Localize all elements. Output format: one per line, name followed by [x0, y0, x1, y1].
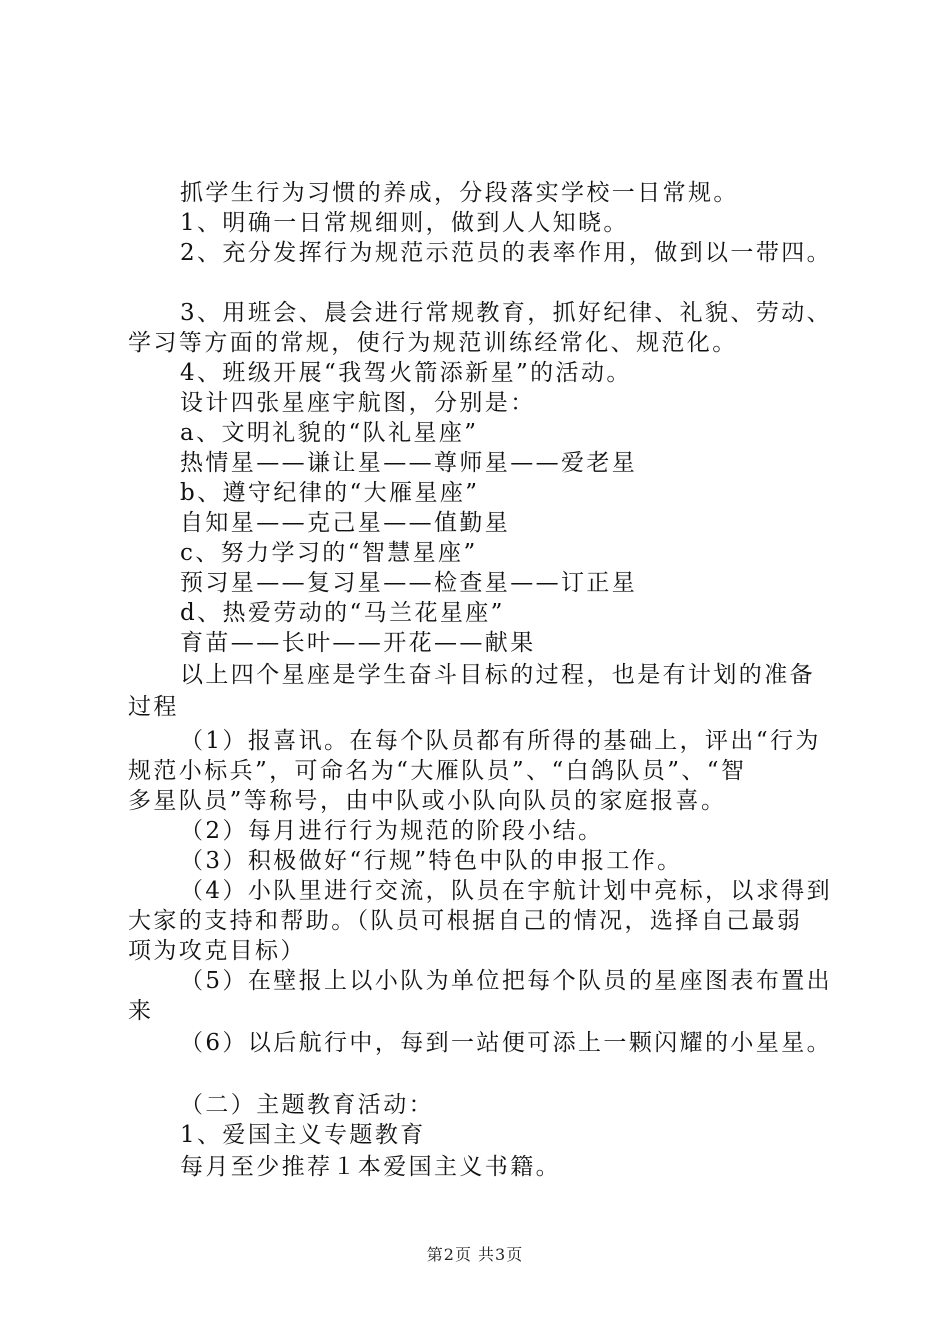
paragraph-line: d、热爱劳动的“马兰花星座” [180, 600, 505, 626]
paragraph-line: b、遵守纪律的“大雁星座” [180, 480, 480, 506]
paragraph-line: （4）小队里进行交流，队员在宇航计划中亮标，以求得到 [180, 878, 833, 904]
paragraph-line: （3）积极做好“行规”特色中队的申报工作。 [180, 848, 683, 874]
paragraph-line: 自知星——克己星——值勤星 [180, 510, 511, 536]
paragraph-line: （1）报喜讯。在每个队员都有所得的基础上，评出“行为 [180, 728, 821, 754]
paragraph-line: c、努力学习的“智慧星座” [180, 540, 478, 566]
paragraph-line: 4、班级开展“我驾火箭添新星”的活动。 [180, 360, 632, 386]
paragraph-line: a、文明礼貌的“队礼星座” [180, 420, 479, 446]
paragraph-line: 学习等方面的常规，使行为规范训练经常化、规范化。 [128, 330, 738, 356]
paragraph-line: 预习星——复习星——检查星——订正星 [180, 570, 638, 596]
paragraph-line: 过程 [128, 694, 179, 720]
paragraph-line: 育苗——长叶——开花——献果 [180, 630, 536, 656]
paragraph-line: 多星队员”等称号，由中队或小队向队员的家庭报喜。 [128, 788, 727, 814]
paragraph-line: 1、爱国主义专题教育 [180, 1122, 426, 1148]
paragraph-line: 项为攻克目标） [128, 938, 306, 964]
paragraph-line: 抓学生行为习惯的养成，分段落实学校一日常规。 [180, 180, 739, 206]
paragraph-line: 设计四张星座宇航图，分别是： [180, 390, 536, 416]
paragraph-line: （2）每月进行行为规范的阶段小结。 [180, 818, 604, 844]
section-heading: （二）主题教育活动： [180, 1092, 434, 1118]
page-number-footer: 第2页 共3页 [426, 1245, 524, 1264]
paragraph-line: 2、充分发挥行为规范示范员的表率作用，做到以一带四。 [180, 240, 833, 266]
paragraph-line: 来 [128, 998, 154, 1024]
paragraph-line: 1、明确一日常规细则，做到人人知晓。 [180, 210, 629, 236]
paragraph-line: 大家的支持和帮助。（队员可根据自己的情况，选择自己最弱 [128, 908, 803, 934]
paragraph-line: 3、用班会、晨会进行常规教育，抓好纪律、礼貌、劳动、 [180, 300, 833, 326]
paragraph-line: （6）以后航行中，每到一站便可添上一颗闪耀的小星星。 [180, 1030, 833, 1056]
paragraph-line: 规范小标兵”，可命名为“大雁队员”、“白鸽队员”、“智 [128, 758, 747, 784]
paragraph-line: 以上四个星座是学生奋斗目标的过程，也是有计划的准备 [180, 662, 815, 688]
paragraph-line: 每月至少推荐１本爱国主义书籍。 [180, 1154, 561, 1180]
paragraph-line: （5）在壁报上以小队为单位把每个队员的星座图表布置出 [180, 968, 833, 994]
paragraph-line: 热情星——谦让星——尊师星——爱老星 [180, 450, 638, 476]
